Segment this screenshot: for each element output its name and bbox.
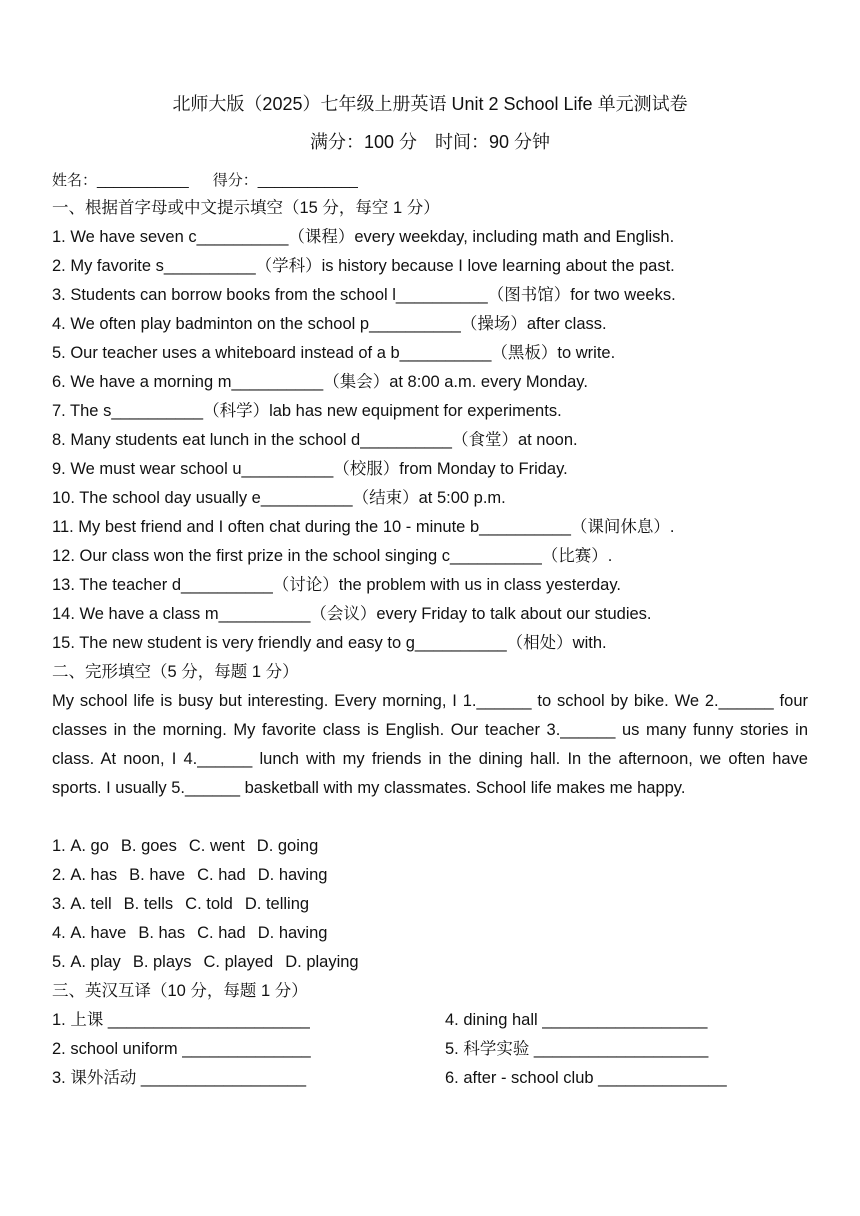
translation-grid xyxy=(52,1006,808,1093)
option-c: C. played xyxy=(203,953,274,971)
translation-row xyxy=(52,1064,808,1093)
option-d: D. telling xyxy=(244,895,310,913)
cloze-question xyxy=(52,948,808,977)
fill-blank-item: 3. Students can borrow books from the school l__________（图书馆）for two weeks. xyxy=(52,286,676,304)
fill-blank-item: 2. My favorite s__________（学科）is history because I love learning about the past. xyxy=(52,257,675,275)
translation-row xyxy=(52,1035,808,1064)
cloze-question xyxy=(52,832,808,861)
page-subtitle: 满分：100 分 时间：90 分钟 xyxy=(309,132,551,152)
cloze-passage: My school life is busy but interesting. Every morning, I 1.______ to school by bike. We 2.______ four classes in the morning. My favorite class is English. Our teacher 3.______ us many funny stories in class. At noon, I 4.______ lunch with my friends in the dining hall. In the afternoon, we often have sports. I usually 5.______ basketball with my classmates. School life makes me happy. xyxy=(52,692,808,797)
section1-list xyxy=(52,223,808,658)
cloze-options xyxy=(52,832,808,977)
translation-item: 6. after - school club ______________ xyxy=(445,1069,727,1087)
option-b: B. plays xyxy=(132,953,192,971)
section2-heading: 二、完形填空（5 分，每题 1 分） xyxy=(52,663,299,681)
fill-blank-item: 4. We often play badminton on the school p__________（操场）after class. xyxy=(52,315,607,333)
name-field[interactable]: 姓名：___________ xyxy=(52,172,189,189)
option-c: C. had xyxy=(197,866,246,884)
fill-blank-item: 6. We have a morning m__________（集会）at 8:00 a.m. every Monday. xyxy=(52,373,588,391)
option-c: C. went xyxy=(188,837,245,855)
fill-blank-item: 9. We must wear school u__________（校服）from Monday to Friday. xyxy=(52,460,568,478)
cloze-question xyxy=(52,890,808,919)
question-number: 4. xyxy=(52,924,66,942)
translation-item: 4. dining hall __________________ xyxy=(445,1011,708,1029)
score-field[interactable]: 得分：____________ xyxy=(212,172,358,189)
name-score-row xyxy=(52,168,808,194)
option-a: A. have xyxy=(70,924,127,942)
fill-blank-item: 8. Many students eat lunch in the school d__________（食堂）at noon. xyxy=(52,431,578,449)
fill-blank-item: 10. The school day usually e__________（结束）at 5:00 p.m. xyxy=(52,489,506,507)
translation-row xyxy=(52,1006,808,1035)
option-a: A. tell xyxy=(70,895,112,913)
option-b: B. tells xyxy=(123,895,174,913)
option-c: C. told xyxy=(185,895,233,913)
fill-blank-item: 5. Our teacher uses a whiteboard instead of a b__________（黑板）to write. xyxy=(52,344,616,362)
option-b: B. have xyxy=(129,866,186,884)
option-a: A. go xyxy=(70,837,109,855)
fill-blank-item: 7. The s__________（科学）lab has new equipment for experiments. xyxy=(52,402,562,420)
translation-item: 1. 上课 ______________________ xyxy=(52,1011,310,1029)
translation-item: 5. 科学实验 ___________________ xyxy=(445,1040,709,1058)
option-b: B. goes xyxy=(120,837,177,855)
translation-item: 2. school uniform ______________ xyxy=(52,1040,311,1058)
exam-body xyxy=(52,168,808,1093)
option-a: A. play xyxy=(70,953,121,971)
question-number: 3. xyxy=(52,895,66,913)
section3-heading: 三、英汉互译（10 分，每题 1 分） xyxy=(52,982,308,1000)
question-number: 2. xyxy=(52,866,66,884)
fill-blank-item: 1. We have seven c__________（课程）every weekday, including math and English. xyxy=(52,228,675,246)
question-number: 1. xyxy=(52,837,66,855)
fill-blank-item: 13. The teacher d__________（讨论）the problem with us in class yesterday. xyxy=(52,576,621,594)
option-a: A. has xyxy=(70,866,118,884)
section1-heading: 一、根据首字母或中文提示填空（15 分，每空 1 分） xyxy=(52,199,440,217)
option-d: D. going xyxy=(256,837,319,855)
option-b: B. has xyxy=(138,924,186,942)
option-c: C. had xyxy=(197,924,246,942)
option-d: D. playing xyxy=(285,953,359,971)
cloze-question xyxy=(52,861,808,890)
fill-blank-item: 11. My best friend and I often chat during the 10 - minute b__________（课间休息）. xyxy=(52,518,675,536)
option-d: D. having xyxy=(257,924,328,942)
question-number: 5. xyxy=(52,953,66,971)
fill-blank-item: 15. The new student is very friendly and easy to g__________（相处）with. xyxy=(52,634,607,652)
option-d: D. having xyxy=(257,866,328,884)
fill-blank-item: 14. We have a class m__________（会议）every Friday to talk about our studies. xyxy=(52,605,652,623)
cloze-question xyxy=(52,919,808,948)
page-title: 北师大版（2025）七年级上册英语 Unit 2 School Life 单元测试卷 xyxy=(172,94,688,114)
translation-item: 3. 课外活动 __________________ xyxy=(52,1069,307,1087)
fill-blank-item: 12. Our class won the first prize in the school singing c__________（比赛）. xyxy=(52,547,613,565)
